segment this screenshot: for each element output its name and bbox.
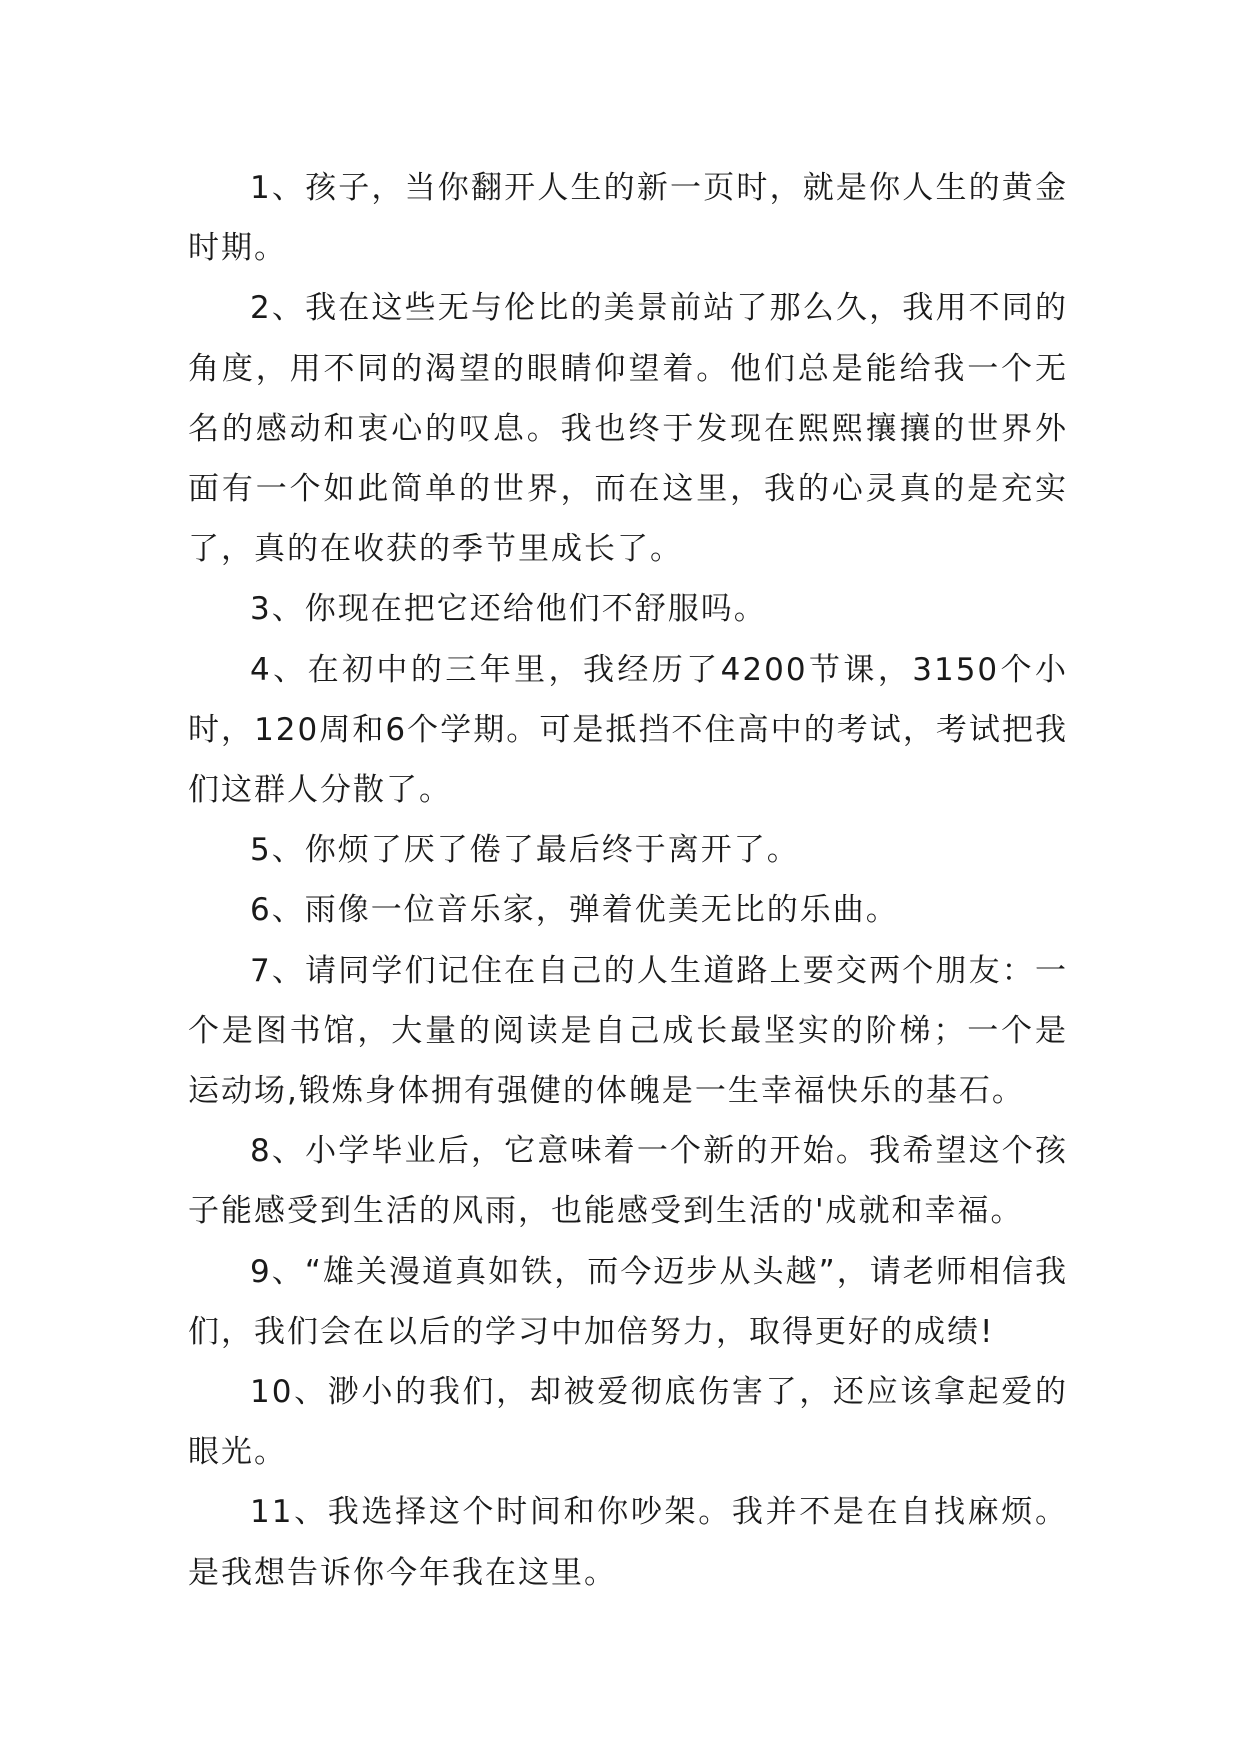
paragraph-2: 2、我在这些无与伦比的美景前站了那么久，我用不同的角度，用不同的渴望的眼睛仰望着。他们总是能给我一个无名的感动和衷心的叹息。我也终于发现在熙熙攘攘的世界外面有一个如此简单的世界，而在这里，我的心灵真的是充实了，真的在收获的季节里成长了。 <box>188 290 1068 568</box>
paragraph-8: 8、小学毕业后，它意味着一个新的开始。我希望这个孩子能感受到生活的风雨，也能感受到生活的'成就和幸福。 <box>188 1133 1068 1230</box>
paragraph-6: 6、雨像一位音乐家，弹着优美无比的乐曲。 <box>250 892 899 929</box>
paragraph-3: 3、你现在把它还给他们不舒服吗。 <box>250 591 767 628</box>
paragraph-1: 1、孩子，当你翻开人生的新一页时，就是你人生的黄金时期。 <box>188 170 1068 267</box>
paragraph-7: 7、请同学们记住在自己的人生道路上要交两个朋友：一个是图书馆，大量的阅读是自己成长最坚实的阶梯；一个是运动场,锻炼身体拥有强健的体魄是一生幸福快乐的基石。 <box>188 952 1068 1110</box>
paragraph-9: 9、“雄关漫道真如铁，而今迈步从头越”，请老师相信我们，我们会在以后的学习中加倍努力，取得更好的成绩! <box>188 1253 1068 1350</box>
paragraph-11: 11、我选择这个时间和你吵架。我并不是在自找麻烦。是我想告诉你今年我在这里。 <box>188 1494 1068 1591</box>
paragraph-4: 4、在初中的三年里，我经历了4200节课，3150个小时，120周和6个学期。可是抵挡不住高中的考试，考试把我们这群人分散了。 <box>188 651 1068 809</box>
paragraph-10: 10、渺小的我们，却被爱彻底伤害了，还应该拿起爱的眼光。 <box>188 1374 1068 1471</box>
paragraph-5: 5、你烦了厌了倦了最后终于离开了。 <box>250 832 800 869</box>
document-body <box>188 158 1068 1603</box>
